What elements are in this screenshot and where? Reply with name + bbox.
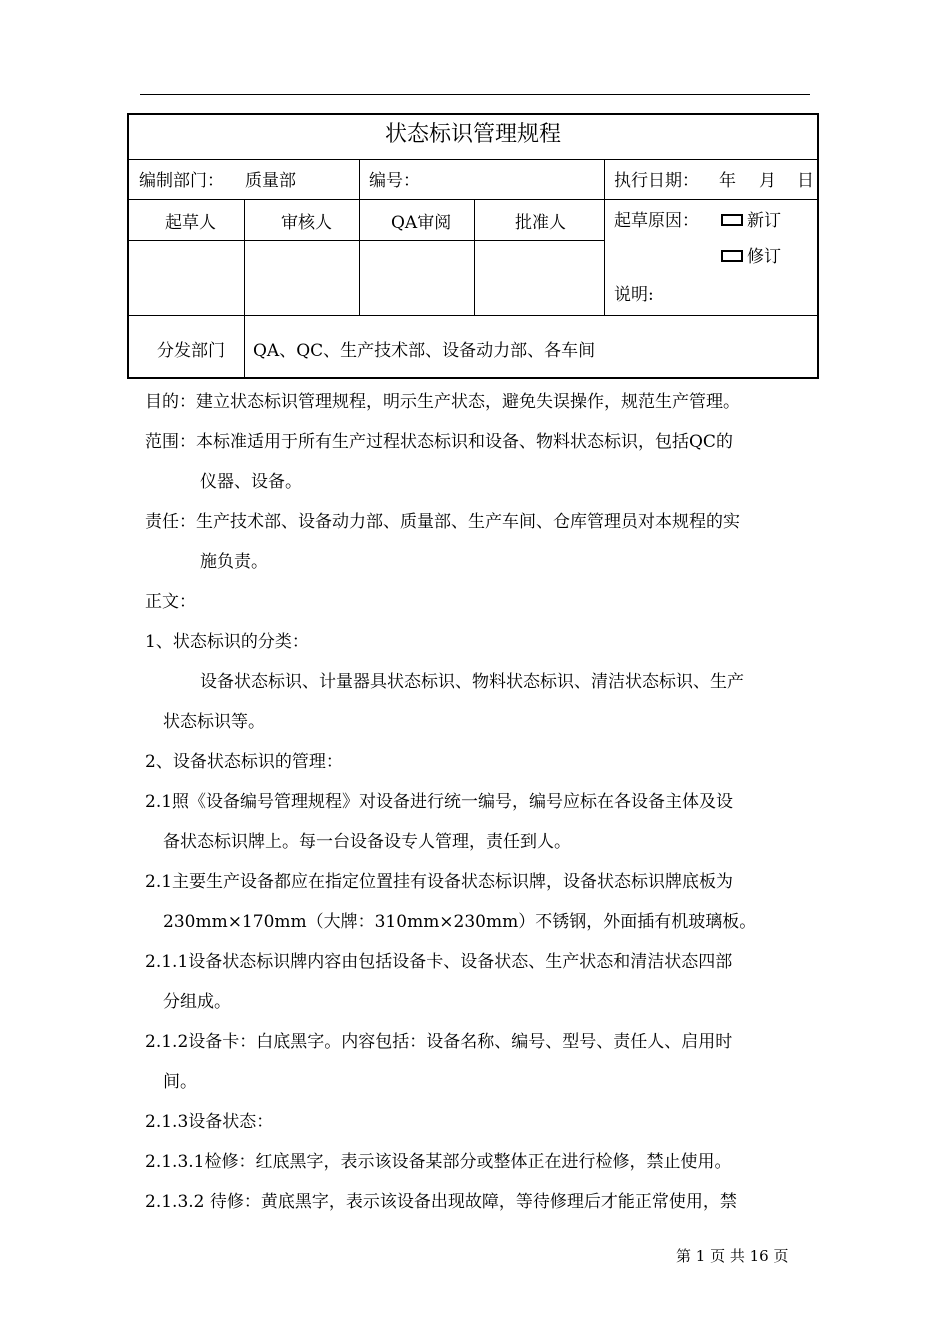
section-1-text-2: 状态标识等。 [163, 712, 265, 732]
main-label: 正文： [145, 592, 196, 612]
section-2-1-2-text-2: 间。 [163, 1072, 197, 1092]
section-2-1b-text-2: 230mm×170mm（大牌：310mm×230mm）不锈钢，外面插有机玻璃板。 [163, 912, 757, 932]
document-header-table [127, 113, 819, 379]
section-1-text-1: 设备状态标识、计量器具状态标识、物料状态标识、清洁状态标识、生产 [200, 672, 744, 692]
exec-date-label: 执行日期： [614, 171, 699, 191]
exec-date-day: 日 [797, 171, 814, 191]
section-2-1-3-1-text: 2.1.3.1检修：红底黑字，表示该设备某部分或整体正在进行检修，禁止使用。 [145, 1152, 732, 1172]
responsibility-text-1: 责任：生产技术部、设备动力部、质量部、生产车间、仓库管理员对本规程的实 [145, 512, 740, 532]
option-new-label: 新订 [747, 211, 781, 231]
section-2-1-3-heading: 2.1.3设备状态： [145, 1112, 274, 1132]
number-label: 编号： [369, 171, 420, 191]
draft-reason-label: 起草原因： [614, 211, 699, 231]
responsibility-text-2: 施负责。 [200, 552, 268, 572]
drafter-label: 起草人 [165, 213, 216, 233]
checkbox-revise-icon[interactable] [721, 250, 743, 262]
section-1-heading: 1、状态标识的分类： [145, 632, 309, 652]
dept-label: 编制部门： [139, 171, 224, 191]
purpose-text: 目的：建立状态标识管理规程，明示生产状态，避免失误操作，规范生产管理。 [145, 392, 740, 412]
section-2-1b-text-1: 2.1主要生产设备都应在指定位置挂有设备状态标识牌，设备状态标识牌底板为 [145, 872, 734, 892]
option-revise-label: 修订 [747, 247, 781, 267]
section-2-1a-text-2: 备状态标识牌上。每一台设备设专人管理，责任到人。 [163, 832, 571, 852]
document-title: 状态标识管理规程 [384, 122, 561, 147]
header-rule [140, 94, 810, 95]
dept-value: 质量部 [245, 171, 296, 191]
option-revise [721, 247, 781, 267]
section-2-1-1-text-1: 2.1.1设备状态标识牌内容由包括设备卡、设备状态、生产状态和清洁状态四部 [145, 952, 733, 972]
section-2-1a-text-1: 2.1照《设备编号管理规程》对设备进行统一编号，编号应标在各设备主体及设 [145, 792, 734, 812]
page-footer: 第 1 页 共 16 页 [676, 1247, 789, 1265]
section-2-heading: 2、设备状态标识的管理： [145, 752, 343, 772]
checkbox-new-icon[interactable] [721, 214, 743, 226]
section-2-1-2-text-1: 2.1.2设备卡：白底黑字。内容包括：设备名称、编号、型号、责任人、启用时 [145, 1032, 733, 1052]
exec-date-year: 年 [719, 171, 736, 191]
scope-text-1: 范围：本标准适用于所有生产过程状态标识和设备、物料状态标识，包括QC的 [145, 432, 733, 452]
qa-review-label: QA审阅 [391, 213, 452, 233]
section-2-1-1-text-2: 分组成。 [163, 992, 231, 1012]
distribution-label: 分发部门 [157, 341, 225, 361]
distribution-value: QA、QC、生产技术部、设备动力部、各车间 [253, 341, 596, 361]
scope-text-2: 仪器、设备。 [200, 472, 302, 492]
reviewer-label: 审核人 [281, 213, 332, 233]
note-label: 说明: [614, 285, 654, 305]
approver-label: 批准人 [515, 213, 566, 233]
option-new [721, 211, 781, 231]
exec-date-month: 月 [759, 171, 776, 191]
section-2-1-3-2-text: 2.1.3.2 待修：黄底黑字，表示该设备出现故障，等待修理后才能正常使用，禁 [145, 1192, 737, 1212]
